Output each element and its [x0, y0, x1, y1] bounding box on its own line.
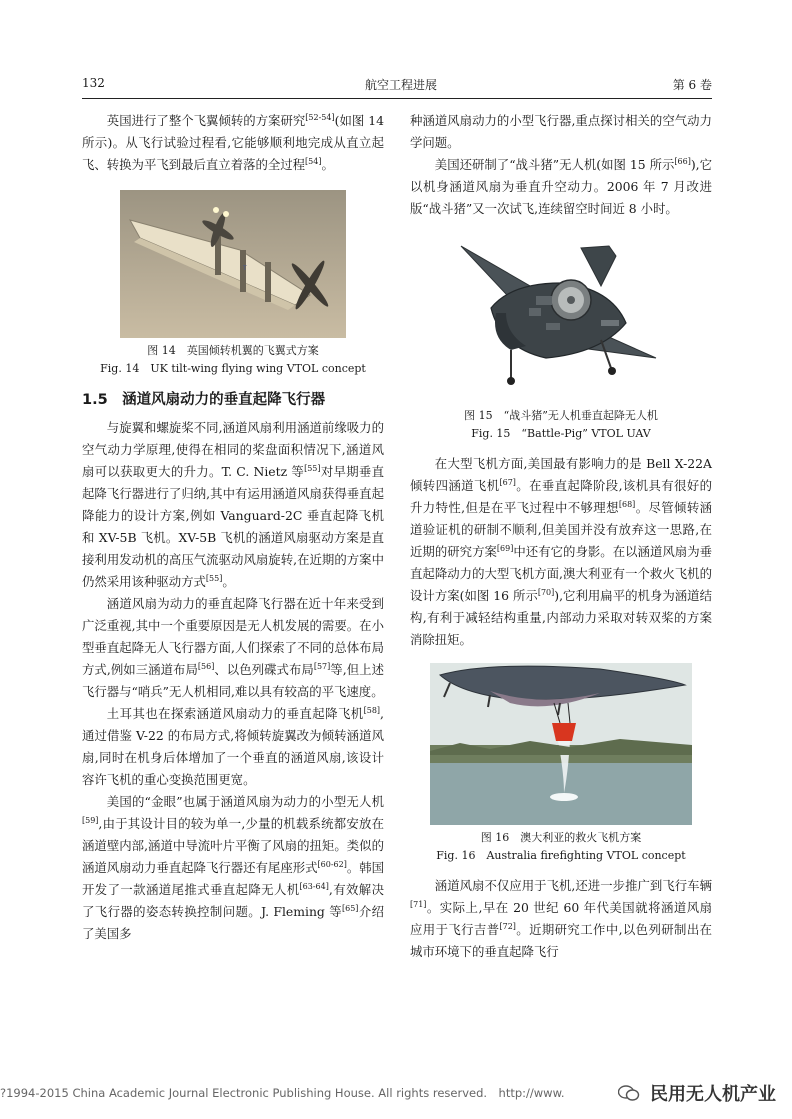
left-column [82, 110, 384, 945]
paragraph: 土耳其也在探索涵道风扇动力的垂直起降飞机[58],通过借鉴 V-22 的布局方式,将倾转旋翼改为倾转涵道风扇,同时在机身后体增加了一个垂直的涵道风扇,该设计容许飞机的重心变换范围更宽。 [82, 705, 384, 787]
header-rule [82, 98, 712, 99]
running-header [82, 76, 712, 96]
figure-14-caption-en: Fig. 14 UK tilt-wing flying wing VTOL concept [100, 362, 366, 375]
paragraph: 美国的“金眼”也属于涵道风扇为动力的小型无人机[59],由于其设计目的较为单一,少量的机载系统都安放在涵道壁内部,涵道中导流叶片平衡了风扇的扭矩。类似的涵道风扇动力垂直起降飞行器还有尾座形式[60-62]。韩国开发了一款涵道尾推式垂直起降无人机[63-64],有效解决了飞行器的姿态转换控制问题。J. Fleming 等[65]介绍了美国多 [82, 794, 385, 941]
paragraph: 在大型飞机方面,美国最有影响力的是 Bell X-22A 倾转四涵道飞机[67]。在垂直起降阶段,该机具有很好的升力特性,但是在平飞过程中不够理想[68]。尽管倾转涵道验证机的研制不顺利,但美国并没有放弃这一思路,在近期的研究方案[69]中还有它的身影。在以涵道风扇为垂直起降动力的大型飞机方面,澳大利亚有一个救火飞机的设计方案(如图 16 所示[70]),它利用扁平的机身为涵道结构,有利于减轻结构重量,内部动力采取对转双桨的方案消除扭矩。 [410, 456, 713, 647]
watermark: 民用无人机产业 [650, 1084, 776, 1105]
paragraph: 种涵道风扇动力的小型飞行器,重点探讨相关的空气动力学问题。 [410, 113, 712, 150]
volume-label: 第 6 卷 [672, 78, 712, 92]
paragraph: 涵道风扇不仅应用于飞机,还进一步推广到飞行车辆[71]。实际上,早在 20 世纪 60 年代美国就将涵道风扇应用于飞行吉普[72]。近期研究工作中,以色列研制出在城市环境下的垂直起降飞行 [410, 878, 712, 959]
paragraph: 英国进行了整个飞翼倾转的方案研究[52-54](如图 14 所示)。从飞行试验过程看,它能够顺利地完成从直立起飞、转换为平飞到最后直立着落的全过程[54]。 [82, 112, 384, 172]
figure-15-caption-en: Fig. 15 “Battle-Pig” VTOL UAV [471, 427, 651, 440]
section-heading: 1.5 涵道风扇动力的垂直起降飞行器 [82, 392, 326, 408]
figure-14-caption-cn: 图 14 英国倾转机翼的飞翼式方案 [147, 344, 319, 357]
tilt-wing-photo [120, 190, 346, 338]
firefighting-aircraft-photo [430, 663, 692, 825]
paragraph: 涵道风扇为动力的垂直起降飞行器在近十年来受到广泛重视,其中一个重要原因是无人机发展的需要。在小型垂直起降无人飞行器方面,人们探索了不同的总体布局方式,例如三涵道布局[56]、以色列碟式布局[57]等,但上述飞行器与“哨兵”无人机相同,难以具有较高的平飞速度。 [82, 596, 384, 699]
figure-14 [82, 190, 384, 378]
svg-text:T: T [243, 265, 247, 272]
paragraph: 美国还研制了“战斗猪”无人机(如图 15 所示[66]),它以机身涵道风扇为垂直升空动力。2006 年 7 月改进版“战斗猪”又一次试飞,连续留空时间近 8 小时。 [410, 156, 712, 216]
page-footer [0, 1080, 792, 1106]
figure-16 [410, 663, 712, 865]
figure-15 [410, 228, 712, 443]
copyright-notice: ?1994-2015 China Academic Journal Electronic Publishing House. All rights reserved. http://www. [0, 1086, 565, 1100]
battle-pig-render [451, 228, 671, 403]
figure-15-caption-cn: 图 15 “战斗猪”无人机垂直起降无人机 [464, 409, 658, 422]
page-number: 132 [82, 76, 105, 90]
figure-16-caption-cn: 图 16 澳大利亚的救火飞机方案 [480, 831, 642, 844]
right-column [410, 110, 712, 963]
figure-16-caption-en: Fig. 16 Australia firefighting VTOL concept [436, 849, 686, 862]
journal-title: 航空工程进展 [365, 78, 438, 92]
wechat-icon [618, 1084, 640, 1102]
paragraph: 与旋翼和螺旋桨不同,涵道风扇利用涵道前缘吸力的空气动力学原理,使得在相同的桨盘面积情况下,涵道风扇可以获取更大的升力。T. C. Nietz 等[55]对早期垂直起降飞行器进行了归纳,其中有运用涵道风扇获得垂直起降能力的设计方案,例如 Vanguard-2C 垂直起降飞机和 XV-5B 飞机。XV-5B 飞机的涵道风扇驱动方案是直接利用发动机的高压气流驱动风扇旋转,在近期的方案中仍然采用该种驱动方式[55]。 [82, 420, 384, 589]
